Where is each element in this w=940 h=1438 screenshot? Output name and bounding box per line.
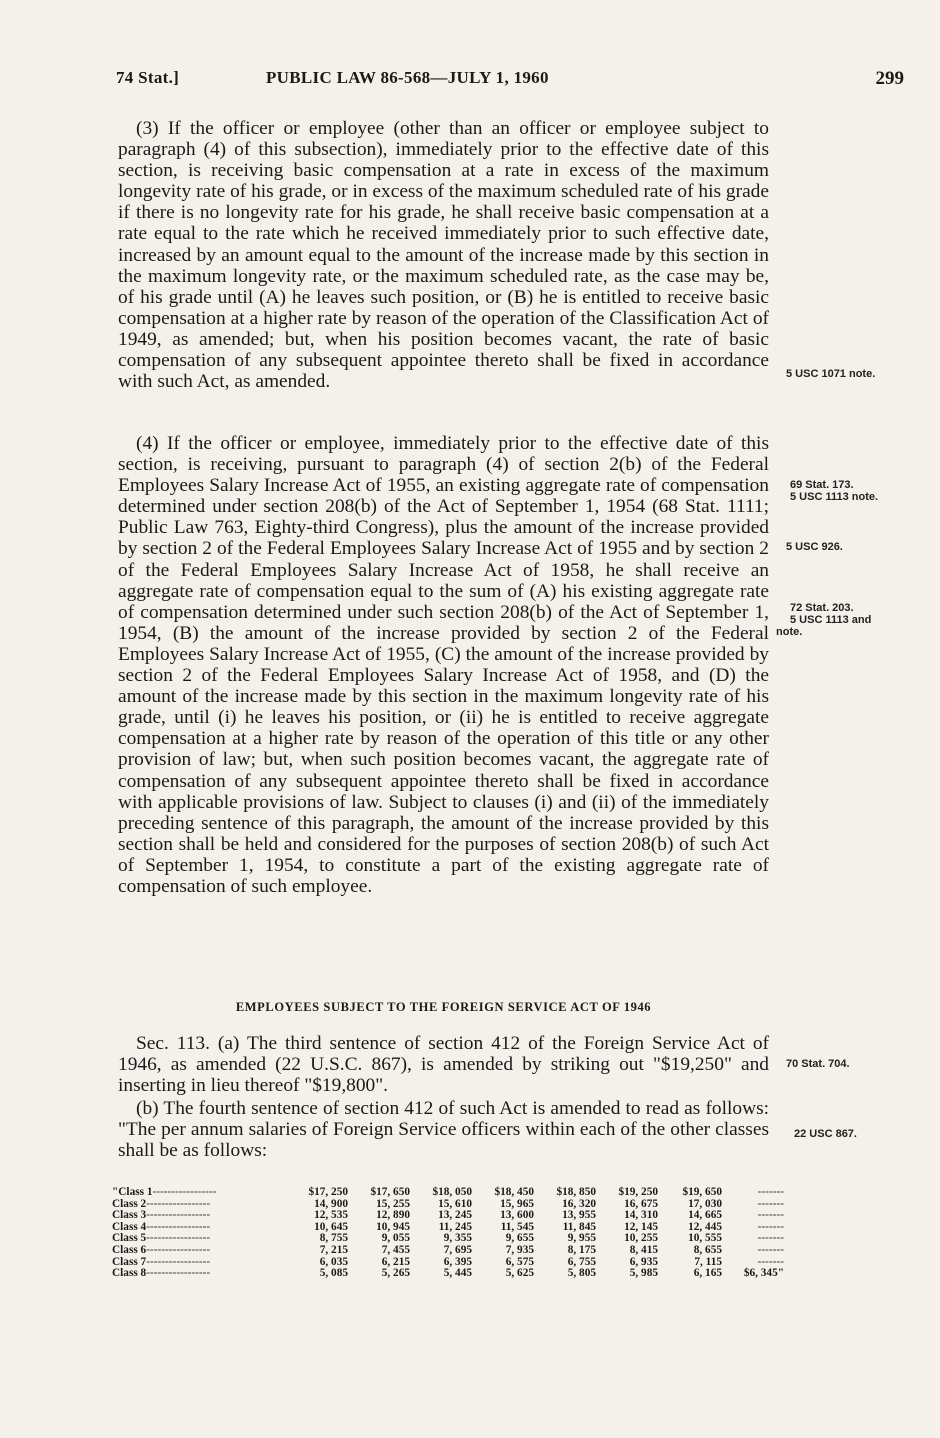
salary-cell: 6, 215 xyxy=(381,1255,410,1268)
page-number: 299 xyxy=(875,68,904,89)
salary-cell: $19, 650 xyxy=(682,1186,722,1198)
salary-cell: 11, 845 xyxy=(562,1220,596,1233)
salary-cell: ------- xyxy=(757,1255,784,1268)
class-name: Class 8 xyxy=(112,1267,147,1280)
salary-cell: 6, 035 xyxy=(319,1255,348,1268)
salary-cell: 17, 030 xyxy=(688,1197,722,1210)
salary-cell: $6, 345" xyxy=(743,1267,784,1280)
salary-cell: 12, 535 xyxy=(314,1209,348,1222)
margin-note: 70 Stat. 704. xyxy=(786,1058,850,1070)
salary-cell: ------- xyxy=(757,1197,784,1210)
salary-cell: 15, 965 xyxy=(500,1197,534,1210)
class-name: Class 4 xyxy=(112,1220,147,1233)
salary-cell: 14, 310 xyxy=(624,1209,658,1222)
salary-cell: 8, 415 xyxy=(629,1243,658,1256)
salary-cell: 13, 600 xyxy=(500,1209,534,1222)
salary-cell: $19, 250 xyxy=(618,1186,658,1198)
salary-cell: 7, 695 xyxy=(443,1243,472,1256)
class-name: "Class 1 xyxy=(112,1186,153,1198)
section-heading: EMPLOYEES SUBJECT TO THE FOREIGN SERVICE ACT OF 1946 xyxy=(235,1000,652,1014)
salary-cell: 5, 985 xyxy=(629,1267,658,1280)
salary-cell: 7, 935 xyxy=(505,1243,534,1256)
salary-cell: 7, 215 xyxy=(319,1243,348,1256)
class-name: Class 5 xyxy=(112,1232,147,1245)
salary-cell: 11, 245 xyxy=(438,1220,472,1233)
class-label: Class 3----------------- xyxy=(112,1209,211,1222)
salary-cell: 6, 395 xyxy=(443,1255,472,1268)
class-name: Class 3 xyxy=(112,1209,147,1222)
salary-table xyxy=(112,1187,786,1280)
class-name: Class 7 xyxy=(112,1255,147,1268)
salary-cell: 9, 655 xyxy=(505,1232,534,1245)
salary-cell: $18, 050 xyxy=(432,1186,472,1198)
salary-cell: ------- xyxy=(757,1186,784,1198)
class-label: Class 7----------------- xyxy=(112,1255,211,1268)
salary-cell: 14, 900 xyxy=(314,1197,348,1210)
salary-cell: 10, 945 xyxy=(376,1220,410,1233)
salary-cell: ------- xyxy=(757,1232,784,1245)
salary-cell: 5, 445 xyxy=(443,1267,472,1280)
class-label: Class 4----------------- xyxy=(112,1220,211,1233)
paragraph-3: (3) If the officer or employee (other than an officer or employee subject to paragraph (4) of this subsection), immediately prior to the effective date of this section, is receiving basic compensation at a rate in excess of the maximum longevity rate of his grade, or in excess of the maximum scheduled rate of his grade if there is no longevity rate for his grade, he shall receive basic compensation at a rate equal to the rate which he received immediately prior to such effective date, increased by an amount equal to the amount of the increase made by this section in the maximum longevity rate, or the maximum scheduled rate, as the case may be, of his grade until (A) he leaves such position, or (B) he is entitled to receive basic compensation at a higher rate by reason of the operation of the Classification Act of 1949, as amended; but, when his position becomes vacant, the rate of basic compensation of any subsequent appointee thereto shall be fixed in accordance with such Act, as amended. xyxy=(118,118,769,393)
class-label: Class 8----------------- xyxy=(112,1267,211,1280)
margin-note xyxy=(790,602,930,626)
salary-cell: 13, 245 xyxy=(438,1209,472,1222)
salary-cell: 5, 085 xyxy=(319,1267,348,1280)
class-label: "Class 1----------------- xyxy=(112,1186,217,1198)
salary-cell: 8, 755 xyxy=(319,1232,348,1245)
margin-note: 5 USC 1071 note. xyxy=(786,368,876,380)
salary-cell: 6, 165 xyxy=(693,1267,722,1280)
class-name: Class 2 xyxy=(112,1197,147,1210)
salary-cell: $17, 650 xyxy=(370,1186,410,1198)
salary-cell: $18, 850 xyxy=(556,1186,596,1198)
salary-cell: 16, 320 xyxy=(562,1197,596,1210)
salary-cell: ------- xyxy=(757,1220,784,1233)
salary-cell: 9, 055 xyxy=(381,1232,410,1245)
salary-cell: 6, 755 xyxy=(567,1255,596,1268)
class-label: Class 2----------------- xyxy=(112,1197,211,1210)
salary-cell: 7, 115 xyxy=(694,1255,722,1268)
salary-cell: ------- xyxy=(757,1243,784,1256)
margin-note: 5 USC 926. xyxy=(786,541,843,553)
margin-note-line: 72 Stat. 203. xyxy=(790,602,854,614)
margin-note-line: 69 Stat. 173. xyxy=(790,479,854,491)
margin-note-line: 5 USC 1113 note. xyxy=(790,491,879,503)
margin-note: 22 USC 867. xyxy=(794,1128,857,1140)
salary-cell: 6, 575 xyxy=(505,1255,534,1268)
table-row xyxy=(112,1245,786,1257)
salary-cell: 9, 355 xyxy=(443,1232,472,1245)
salary-cell: $18, 450 xyxy=(494,1186,534,1198)
salary-cell: 12, 890 xyxy=(376,1209,410,1222)
margin-note-line: 5 USC 1113 and xyxy=(790,614,872,626)
salary-cell: 11, 545 xyxy=(500,1220,534,1233)
salary-cell: 5, 805 xyxy=(567,1267,596,1280)
salary-cell: 9, 955 xyxy=(567,1232,596,1245)
section-113-a: Sec. 113. (a) The third sentence of section 412 of the Foreign Service Act of 1946, as amended (22 U.S.C. 867), is amended by striking out "$19,250" and inserting in lieu thereof "$19,800". xyxy=(118,1033,769,1097)
volume-reference: 74 Stat.] xyxy=(116,68,180,87)
law-title: PUBLIC LAW 86-568—JULY 1, 1960 xyxy=(266,68,549,87)
salary-cell: 12, 445 xyxy=(688,1220,722,1233)
salary-cell: 15, 255 xyxy=(376,1197,410,1210)
class-name: Class 6 xyxy=(112,1243,147,1256)
salary-cell: 10, 255 xyxy=(624,1232,658,1245)
salary-cell: 15, 610 xyxy=(438,1197,472,1210)
salary-cell: 8, 655 xyxy=(693,1243,722,1256)
margin-note xyxy=(790,479,930,503)
salary-cell: $17, 250 xyxy=(308,1186,348,1198)
table-row xyxy=(112,1268,786,1280)
salary-cell: 10, 555 xyxy=(688,1232,722,1245)
margin-note: note. xyxy=(776,626,803,638)
salary-cell: 13, 955 xyxy=(562,1209,596,1222)
salary-cell: 16, 675 xyxy=(624,1197,658,1210)
salary-cell: 7, 455 xyxy=(381,1243,410,1256)
salary-cell: 5, 265 xyxy=(381,1267,410,1280)
class-label: Class 5----------------- xyxy=(112,1232,211,1245)
salary-cell: 5, 625 xyxy=(505,1267,534,1280)
salary-cell: 12, 145 xyxy=(624,1220,658,1233)
table-row xyxy=(112,1187,786,1199)
class-label: Class 6----------------- xyxy=(112,1243,211,1256)
salary-cell: 6, 935 xyxy=(629,1255,658,1268)
paragraph-4: (4) If the officer or employee, immediately prior to the effective date of this section, is receiving, pursuant to paragraph (4) of section 2(b) of the Federal Employees Salary Increase Act of 1955, an existing aggregate rate of compensation determined under section 208(b) of the Act of September 1, 1954 (68 Stat. 1111; Public Law 763, Eighty-third Congress), plus the amount of the increase provided by section 2 of the Federal Employees Salary Increase Act of 1955 and by section 2 of the Federal Employees Salary Increase Act of 1958, he shall receive an aggregate rate of compensation equal to the sum of (A) his existing aggregate rate of compensation determined under such section 208(b) of the Act of September 1, 1954, (B) the amount of the increase provided by section 2 of the Federal Employees Salary Increase Act of 1955, (C) the amount of the increase provided by section 2 of the Federal Employees Salary Increase Act of 1958, and (D) the amount of the increase made by this section in the maximum longevity rate of his grade, until (i) he leaves his position, or (ii) he is entitled to receive aggregate compensation at a higher rate by reason of the operation of this title or any other provision of law; but, when such position becomes vacant, the aggregate rate of compensation of any subsequent appointee thereto shall be fixed in accordance with applicable provisions of law. Subject to clauses (i) and (ii) of the immediately preceding sentence of this paragraph, the amount of the increase provided by this section shall be held and considered for the purposes of section 208(b) of such Act of September 1, 1954, to constitute a part of the existing aggregate rate of compensation of such employee. xyxy=(118,433,769,897)
section-113-b: (b) The fourth sentence of section 412 of such Act is amended to read as follows: "The per annum salaries of Foreign Service officers within each of the other classes shall be as follows: xyxy=(118,1098,769,1162)
salary-cell: 14, 665 xyxy=(688,1209,722,1222)
running-header xyxy=(116,68,904,92)
salary-cell: ------- xyxy=(757,1209,784,1222)
salary-cell: 10, 645 xyxy=(314,1220,348,1233)
salary-cell: 8, 175 xyxy=(567,1243,596,1256)
